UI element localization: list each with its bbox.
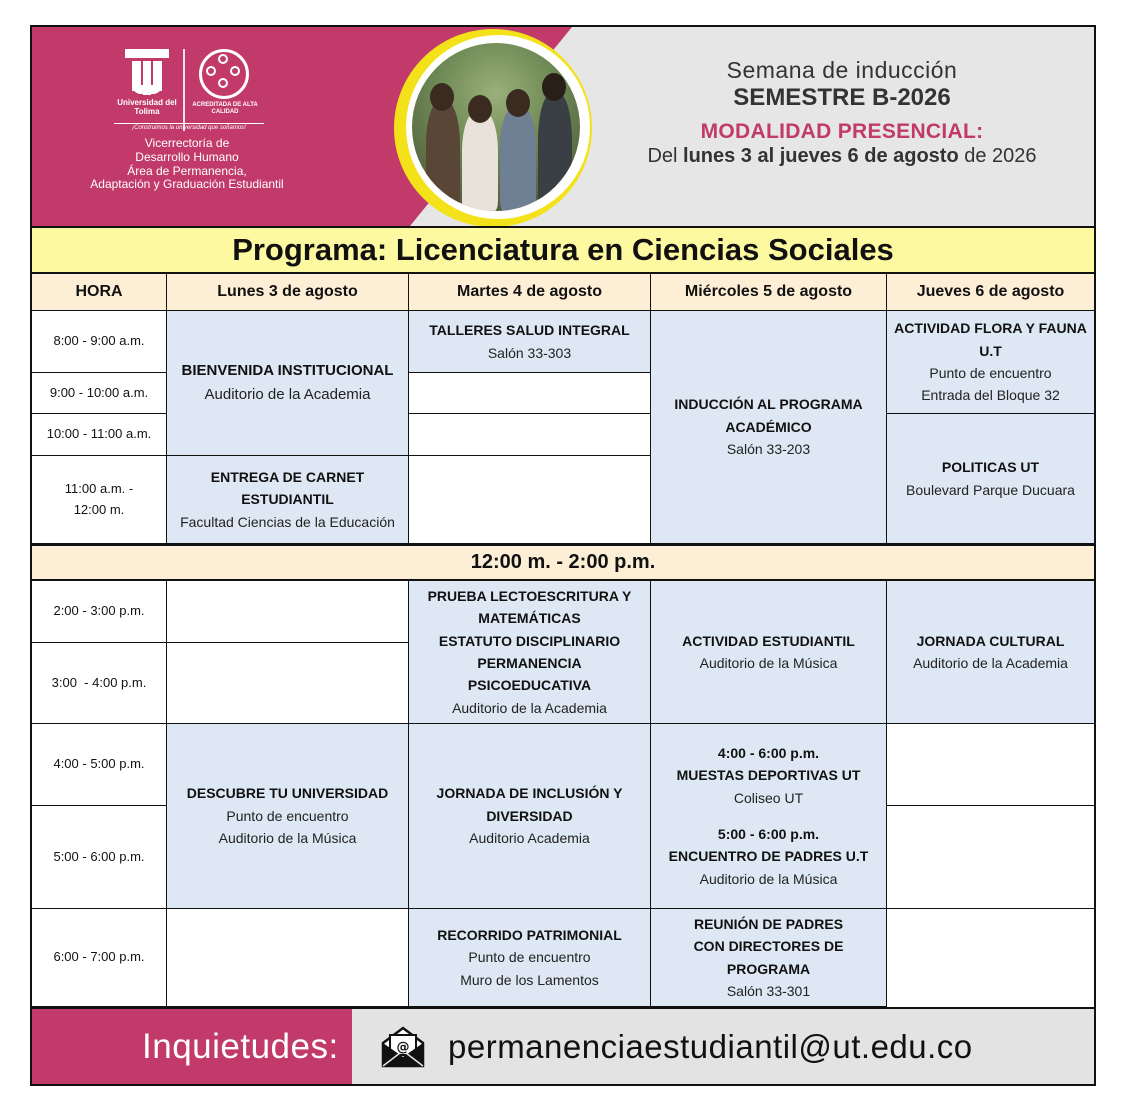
empty-cell (887, 909, 1094, 1007)
event-title: REUNIÓN DE PADRES (693, 915, 844, 932)
event-mon-bienvenida (167, 311, 409, 456)
schedule-poster (30, 25, 1096, 1086)
ut-logo-icon (125, 49, 169, 97)
event-title: PROGRAMA (726, 960, 811, 977)
event-title: CON DIRECTORES DE (693, 938, 844, 955)
svg-text:@: @ (396, 1040, 410, 1055)
empty-cell (167, 909, 409, 1007)
envelope-at-icon (380, 1025, 426, 1069)
event-title: ACADÉMICO (725, 418, 812, 435)
event-wed-induccion (651, 311, 887, 544)
empty-cell (167, 643, 409, 724)
time-slot: 8:00 - 9:00 a.m. (32, 311, 167, 373)
event-title: RECORRIDO PATRIMONIAL (437, 926, 622, 943)
time-slot: 9:00 - 10:00 a.m. (32, 373, 167, 414)
event-tue-inclusion (409, 724, 651, 909)
event-mon-descubre (167, 724, 409, 909)
event-title-block (592, 57, 1092, 168)
event-thu-politicas (887, 414, 1094, 544)
area-line-1: Área de Permanencia, (127, 163, 247, 178)
event-place: Facultad Ciencias de la Educación (180, 513, 395, 530)
event-title: POLITICAS UT (941, 459, 1040, 476)
event-title: ESTUDIANTIL (241, 491, 334, 508)
header-banner (32, 27, 1094, 226)
event-title: MATEMÁTICAS (478, 610, 581, 627)
event-thu-flora (887, 311, 1094, 414)
event-wed-deportes (651, 724, 887, 909)
logo-accreditation-text: ACREDITADA DE ALTA CALIDAD (192, 102, 258, 115)
event-place: Auditorio de la Música (699, 655, 838, 671)
empty-cell (887, 806, 1094, 909)
column-header-hora: HORA (32, 274, 167, 311)
event-place: Salón 33-303 (487, 344, 572, 361)
event-place: Entrada del Bloque 32 (921, 387, 1060, 404)
event-title: JORNADA CULTURAL (916, 632, 1065, 649)
empty-cell (409, 373, 651, 414)
event-dates (592, 145, 1092, 168)
logo-slogan: ¡Construimos la universidad que soñamos! (114, 123, 264, 132)
event-place: Auditorio de la Música (699, 870, 838, 887)
event-title: PSICOEDUCATIVA (467, 677, 592, 694)
dates-prefix: Del (647, 145, 678, 167)
event-title: ENTREGA DE CARNET (210, 468, 365, 485)
event-place: Muro de los Lamentos (460, 971, 599, 988)
event-title: INDUCCIÓN AL PROGRAMA (674, 396, 863, 413)
event-place: Salón 33-203 (726, 441, 811, 458)
program-title: Programa: Licenciatura en Ciencias Sociales (32, 226, 1094, 274)
event-time: 4:00 - 6:00 p.m. (717, 744, 820, 761)
event-place: Auditorio Academia (469, 830, 590, 847)
inquietudes-label: Inquietudes: (32, 1009, 352, 1086)
event-title: DIVERSIDAD (486, 807, 573, 824)
event-title: JORNADA DE INCLUSIÓN Y (436, 785, 623, 802)
logo-separator (183, 49, 185, 131)
email-panel (352, 1009, 1094, 1086)
event-title: PRUEBA LECTOESCRITURA Y (427, 587, 632, 604)
event-title: ESTATUTO DISCIPLINARIO (438, 632, 621, 649)
event-time: 5:00 - 6:00 p.m. (717, 826, 820, 842)
footer-contact (32, 1007, 1094, 1084)
event-title: PERMANENCIA (477, 655, 582, 671)
event-place: Boulevard Parque Ducuara (906, 481, 1075, 498)
event-title: DESCUBRE TU UNIVERSIDAD (186, 785, 389, 802)
empty-cell (887, 724, 1094, 806)
event-place: Auditorio de la Música (218, 830, 357, 847)
time-slot: 10:00 - 11:00 a.m. (32, 414, 167, 456)
event-place: Coliseo UT (733, 789, 804, 806)
students-photo (412, 43, 580, 211)
event-title: U.T (979, 342, 1002, 359)
column-header-monday: Lunes 3 de agosto (167, 274, 409, 311)
event-title: ACTIVIDAD FLORA Y FAUNA (894, 320, 1087, 337)
time-slot: 2:00 - 3:00 p.m. (32, 581, 167, 643)
event-mon-carnet (167, 456, 409, 544)
vicerrectoria-block (72, 137, 302, 192)
dates-suffix: de 2026 (964, 145, 1037, 167)
event-thu-cultural (887, 581, 1094, 724)
time-slot: 6:00 - 7:00 p.m. (32, 909, 167, 1007)
column-header-tuesday: Martes 4 de agosto (409, 274, 651, 311)
column-header-thursday: Jueves 6 de agosto (887, 274, 1094, 311)
column-header-wednesday: Miércoles 5 de agosto (651, 274, 887, 311)
vice-line-1: Vicerrectoría de (144, 136, 230, 150)
event-tue-talleres (409, 311, 651, 373)
event-wed-actividad (651, 581, 887, 724)
event-tue-prueba (409, 581, 651, 724)
event-place: Punto de encuentro (468, 949, 591, 966)
event-title: ENCUENTRO DE PADRES U.T (668, 848, 869, 865)
event-place: Auditorio de la Academia (204, 386, 371, 403)
contact-email-link[interactable]: permanenciaestudiantil@ut.edu.co (448, 1028, 973, 1065)
accreditation-seal-icon (199, 49, 249, 99)
time-slot: 11:00 a.m. - 12:00 m. (32, 456, 167, 544)
event-title: Semana de inducción (726, 57, 958, 83)
event-wed-reunion (651, 909, 887, 1007)
lunch-break-row: 12:00 m. - 2:00 p.m. (32, 544, 1094, 581)
event-title: BIENVENIDA INSTITUCIONAL (181, 362, 394, 379)
empty-cell (167, 581, 409, 643)
vice-line-2: Desarrollo Humano (135, 149, 239, 164)
semester-label: SEMESTRE B-2026 (733, 84, 951, 111)
time-slot: 5:00 - 6:00 p.m. (32, 806, 167, 909)
event-place: Auditorio de la Academia (913, 655, 1068, 671)
time-slot: 4:00 - 5:00 p.m. (32, 724, 167, 806)
time-slot: 3:00 - 4:00 p.m. (32, 643, 167, 724)
event-title: MUESTAS DEPORTIVAS UT (676, 767, 861, 784)
logo-university-name: Universidad del Tolima (117, 98, 177, 116)
empty-cell (409, 456, 651, 544)
modality-label: MODALIDAD PRESENCIAL: (700, 120, 984, 143)
area-line-2: Adaptación y Graduación Estudiantil (90, 177, 284, 192)
event-title: TALLERES SALUD INTEGRAL (429, 322, 630, 339)
event-place: Auditorio de la Academia (452, 699, 607, 716)
empty-cell (409, 414, 651, 456)
event-place: Salón 33-301 (726, 982, 811, 999)
dates-range: lunes 3 al jueves 6 de agosto (683, 145, 959, 167)
event-tue-recorrido (409, 909, 651, 1007)
event-place: Punto de encuentro (929, 365, 1052, 381)
event-title: ACTIVIDAD ESTUDIANTIL (682, 632, 855, 649)
event-place: Punto de encuentro (226, 807, 349, 824)
